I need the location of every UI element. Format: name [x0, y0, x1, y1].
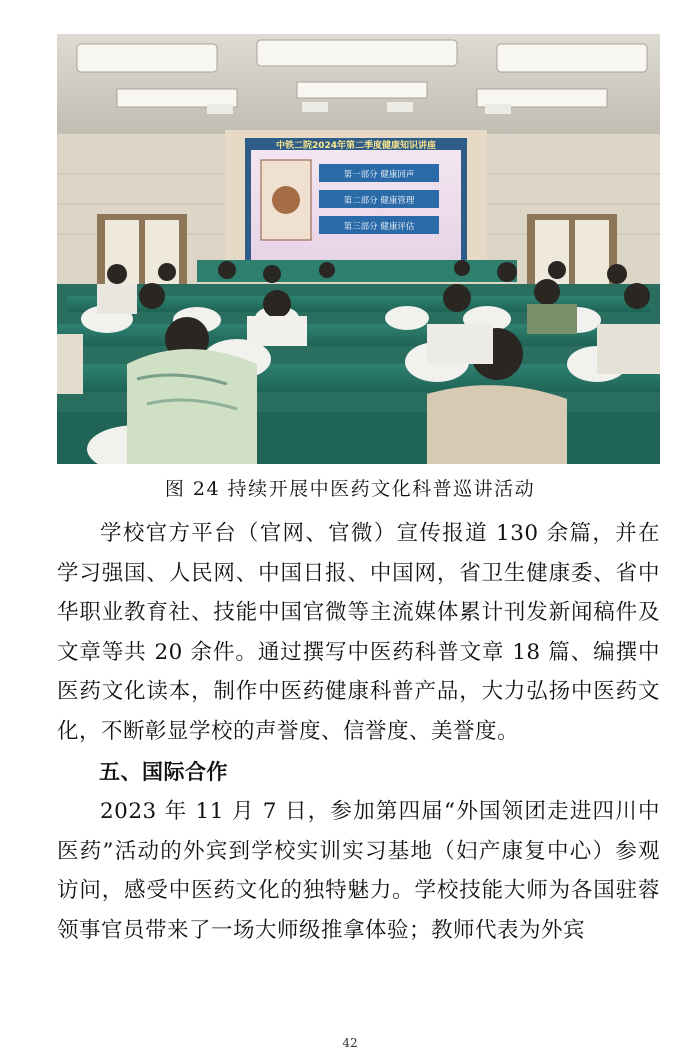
figure-caption: 图 24 持续开展中医药文化科普巡讲活动 — [164, 478, 536, 500]
lecture-hall-illustration — [57, 34, 660, 464]
lecture-photo — [57, 34, 660, 464]
screen-item-1: 第一部分 健康回声 — [343, 170, 415, 180]
screen-banner: 中铁二院2024年第二季度健康知识讲座 — [275, 141, 437, 151]
body-text — [57, 514, 660, 950]
page-number: 42 — [342, 1036, 358, 1050]
paragraph-media-coverage: 学校官方平台（官网、官微）宣传报道 130 余篇，并在学习强国、人民网、中国日报、中国网，省卫生健康委、省中华职业教育社、技能中国官微等主流媒体累计刊发新闻稿件及文章等共 20 余件。通过撰写中医药科普文章 18 篇、编撰中医药文化读本，制作中医药健康科普产品，大力弘扬中医药文化，不断彰显学校的声誉度、信誉度、美誉度。 — [57, 521, 660, 744]
screen-item-3: 第三部分 健康评估 — [343, 222, 415, 232]
paragraph-foreign-visit: 2023 年 11 月 7 日，参加第四届“外国领团走进四川中医药”活动的外宾到学校实训实习基地（妇产康复中心）参观访问，感受中医药文化的独特魅力。学校技能大师为各国驻蓉领事官员带来了一场大师级推拿体验；教师代表为外宾 — [57, 799, 660, 943]
section-heading-international-cooperation: 五、国际合作 — [99, 760, 228, 784]
screen-item-2: 第二部分 健康管理 — [343, 196, 415, 206]
